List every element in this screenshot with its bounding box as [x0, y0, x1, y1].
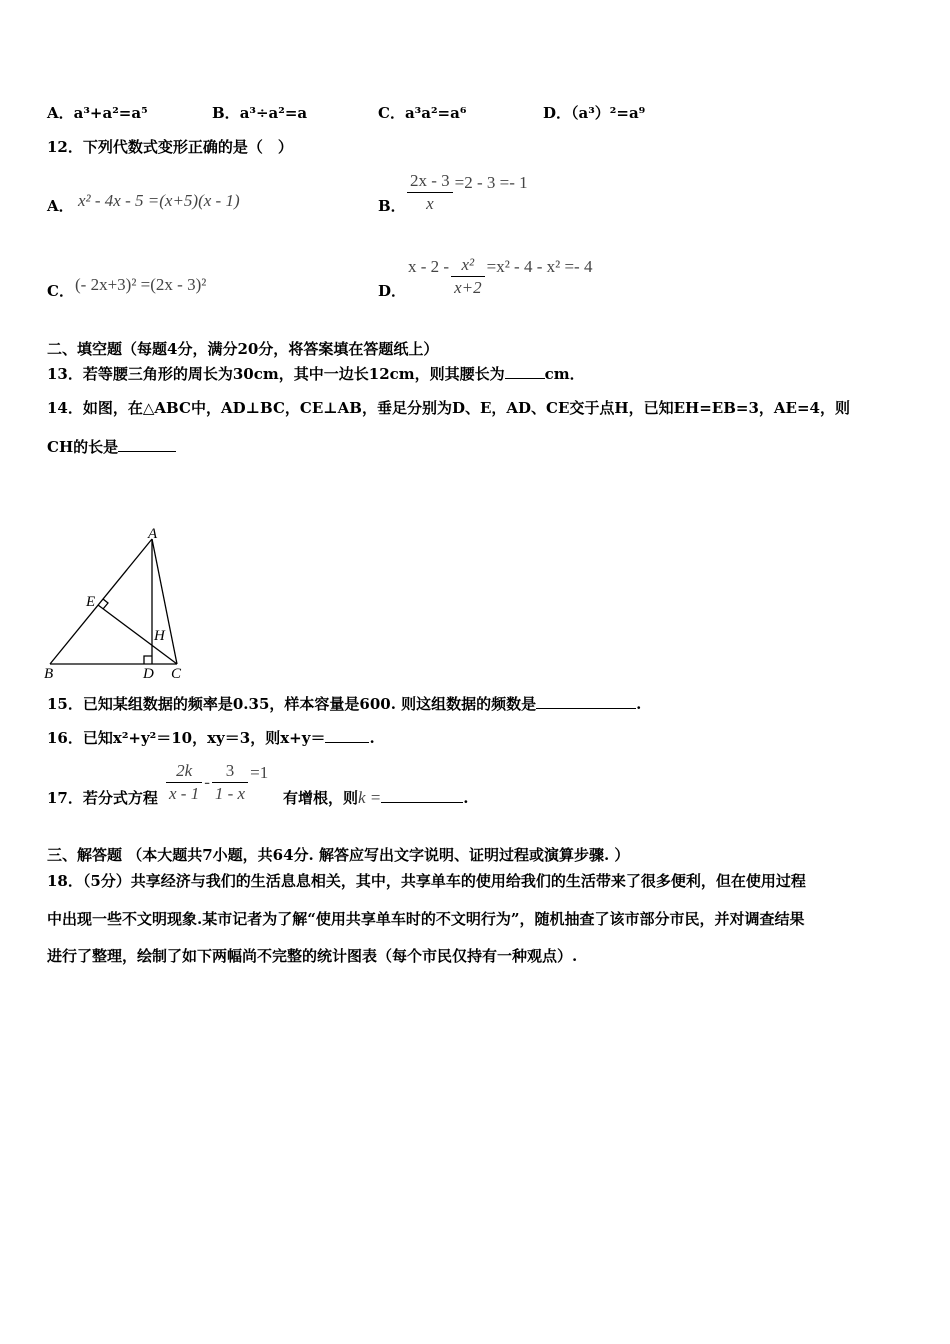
- section-3-heading: 三、解答题 （本大题共7小题，共64分. 解答应写出文字说明、证明过程或演算步骤. ）: [47, 846, 630, 864]
- label-h: H: [154, 628, 165, 644]
- q16-blank[interactable]: [325, 728, 369, 743]
- q17-pre: 17．若分式方程: [47, 789, 158, 807]
- label-c: C: [171, 666, 182, 682]
- q12-b-denominator: x: [426, 194, 434, 213]
- q12-d-denominator: x+2: [454, 278, 482, 297]
- q14-line1: 14．如图，在△ABC中，AD⊥BC，CE⊥AB，垂足分别为D、E，AD、CE交于点H，已知EH=EB=3，AE=4，则: [47, 399, 850, 417]
- q17-equation: [164, 760, 268, 805]
- q17-frac1-den: x - 1: [169, 784, 200, 803]
- q11-option-b: B．a³÷a²=a: [212, 104, 308, 122]
- segment-ac: [152, 539, 177, 664]
- q17-frac2-den: 1 - x: [214, 784, 246, 803]
- q12-d-pre: x - 2 -: [408, 256, 450, 276]
- q15: 15．已知某组数据的频率是0.35，样本容量是600. 则这组数据的频数是 .: [47, 695, 642, 713]
- q12-option-b: B．: [378, 197, 406, 215]
- q13-blank[interactable]: [505, 364, 545, 379]
- q18-line1: 18．（5分）共享经济与我们的生活息息相关，其中，共享单车的使用给我们的生活带来了很多便利，但在使用过程: [47, 872, 806, 890]
- section-2-heading: 二、填空题（每题4分，满分20分，将答案填在答题纸上）: [47, 340, 439, 358]
- segment-ce: [98, 605, 177, 664]
- q11-option-a: A．a³+a²=a⁵: [47, 104, 148, 122]
- right-angle-e: [103, 599, 108, 609]
- q16: 16．已知x²+y²＝10，xy＝3，则x+y＝ .: [47, 729, 375, 747]
- q17-minus: -: [204, 772, 210, 792]
- q11-option-d: D．（a³）²=a⁹: [543, 104, 646, 122]
- triangle-figure: [40, 525, 200, 685]
- q12-option-a-expr: x² - 4x - 5 =(x+5)(x - 1): [78, 191, 240, 210]
- q15-blank[interactable]: [536, 694, 636, 709]
- q17-eq: =1: [250, 762, 269, 782]
- q18-line2: 中出现一些不文明现象.某市记者为了解“使用共享单车时的不文明行为”，随机抽查了该市部分市民，并对调查结果: [47, 910, 805, 928]
- q18-line3: 进行了整理，绘制了如下两幅尚不完整的统计图表（每个市民仅持有一种观点）.: [47, 947, 578, 965]
- q12-option-b-expr: [405, 170, 528, 215]
- q12-b-numerator: 2x - 3: [407, 170, 453, 193]
- q12-option-c: C．: [47, 282, 74, 300]
- q12-d-numerator: x²: [451, 254, 485, 277]
- segment-ab: [50, 539, 152, 664]
- q14-blank[interactable]: [118, 437, 176, 452]
- label-e: E: [86, 594, 96, 610]
- q12-stem: 12．下列代数式变形正确的是（ ）: [47, 138, 293, 156]
- q12-option-d: D．: [378, 282, 407, 300]
- q12-option-d-expr: [408, 254, 592, 299]
- label-a: A: [148, 526, 158, 542]
- label-d: D: [143, 666, 154, 682]
- label-b: B: [44, 666, 54, 682]
- q17-k: k =: [358, 788, 382, 807]
- q17-frac1-num: 2k: [166, 760, 202, 783]
- q17-frac2-num: 3: [212, 760, 248, 783]
- q13: 13．若等腰三角形的周长为30cm，其中一边长12cm，则其腰长为 cm．: [47, 365, 585, 383]
- q12-b-rest: =2 - 3 =- 1: [454, 172, 528, 192]
- q14-line2: CH的长是: [47, 437, 176, 457]
- right-angle-d: [144, 656, 152, 664]
- q17-blank[interactable]: [381, 788, 463, 803]
- q12-option-c-expr: (- 2x+3)² =(2x - 3)²: [75, 275, 207, 294]
- q17-mid: 有增根，则k = .: [283, 788, 469, 807]
- q11-option-c: C．a³a²=a⁶: [378, 104, 467, 122]
- q12-option-a: A．: [47, 197, 74, 215]
- q12-d-rest: =x² - 4 - x² =- 4: [486, 256, 593, 276]
